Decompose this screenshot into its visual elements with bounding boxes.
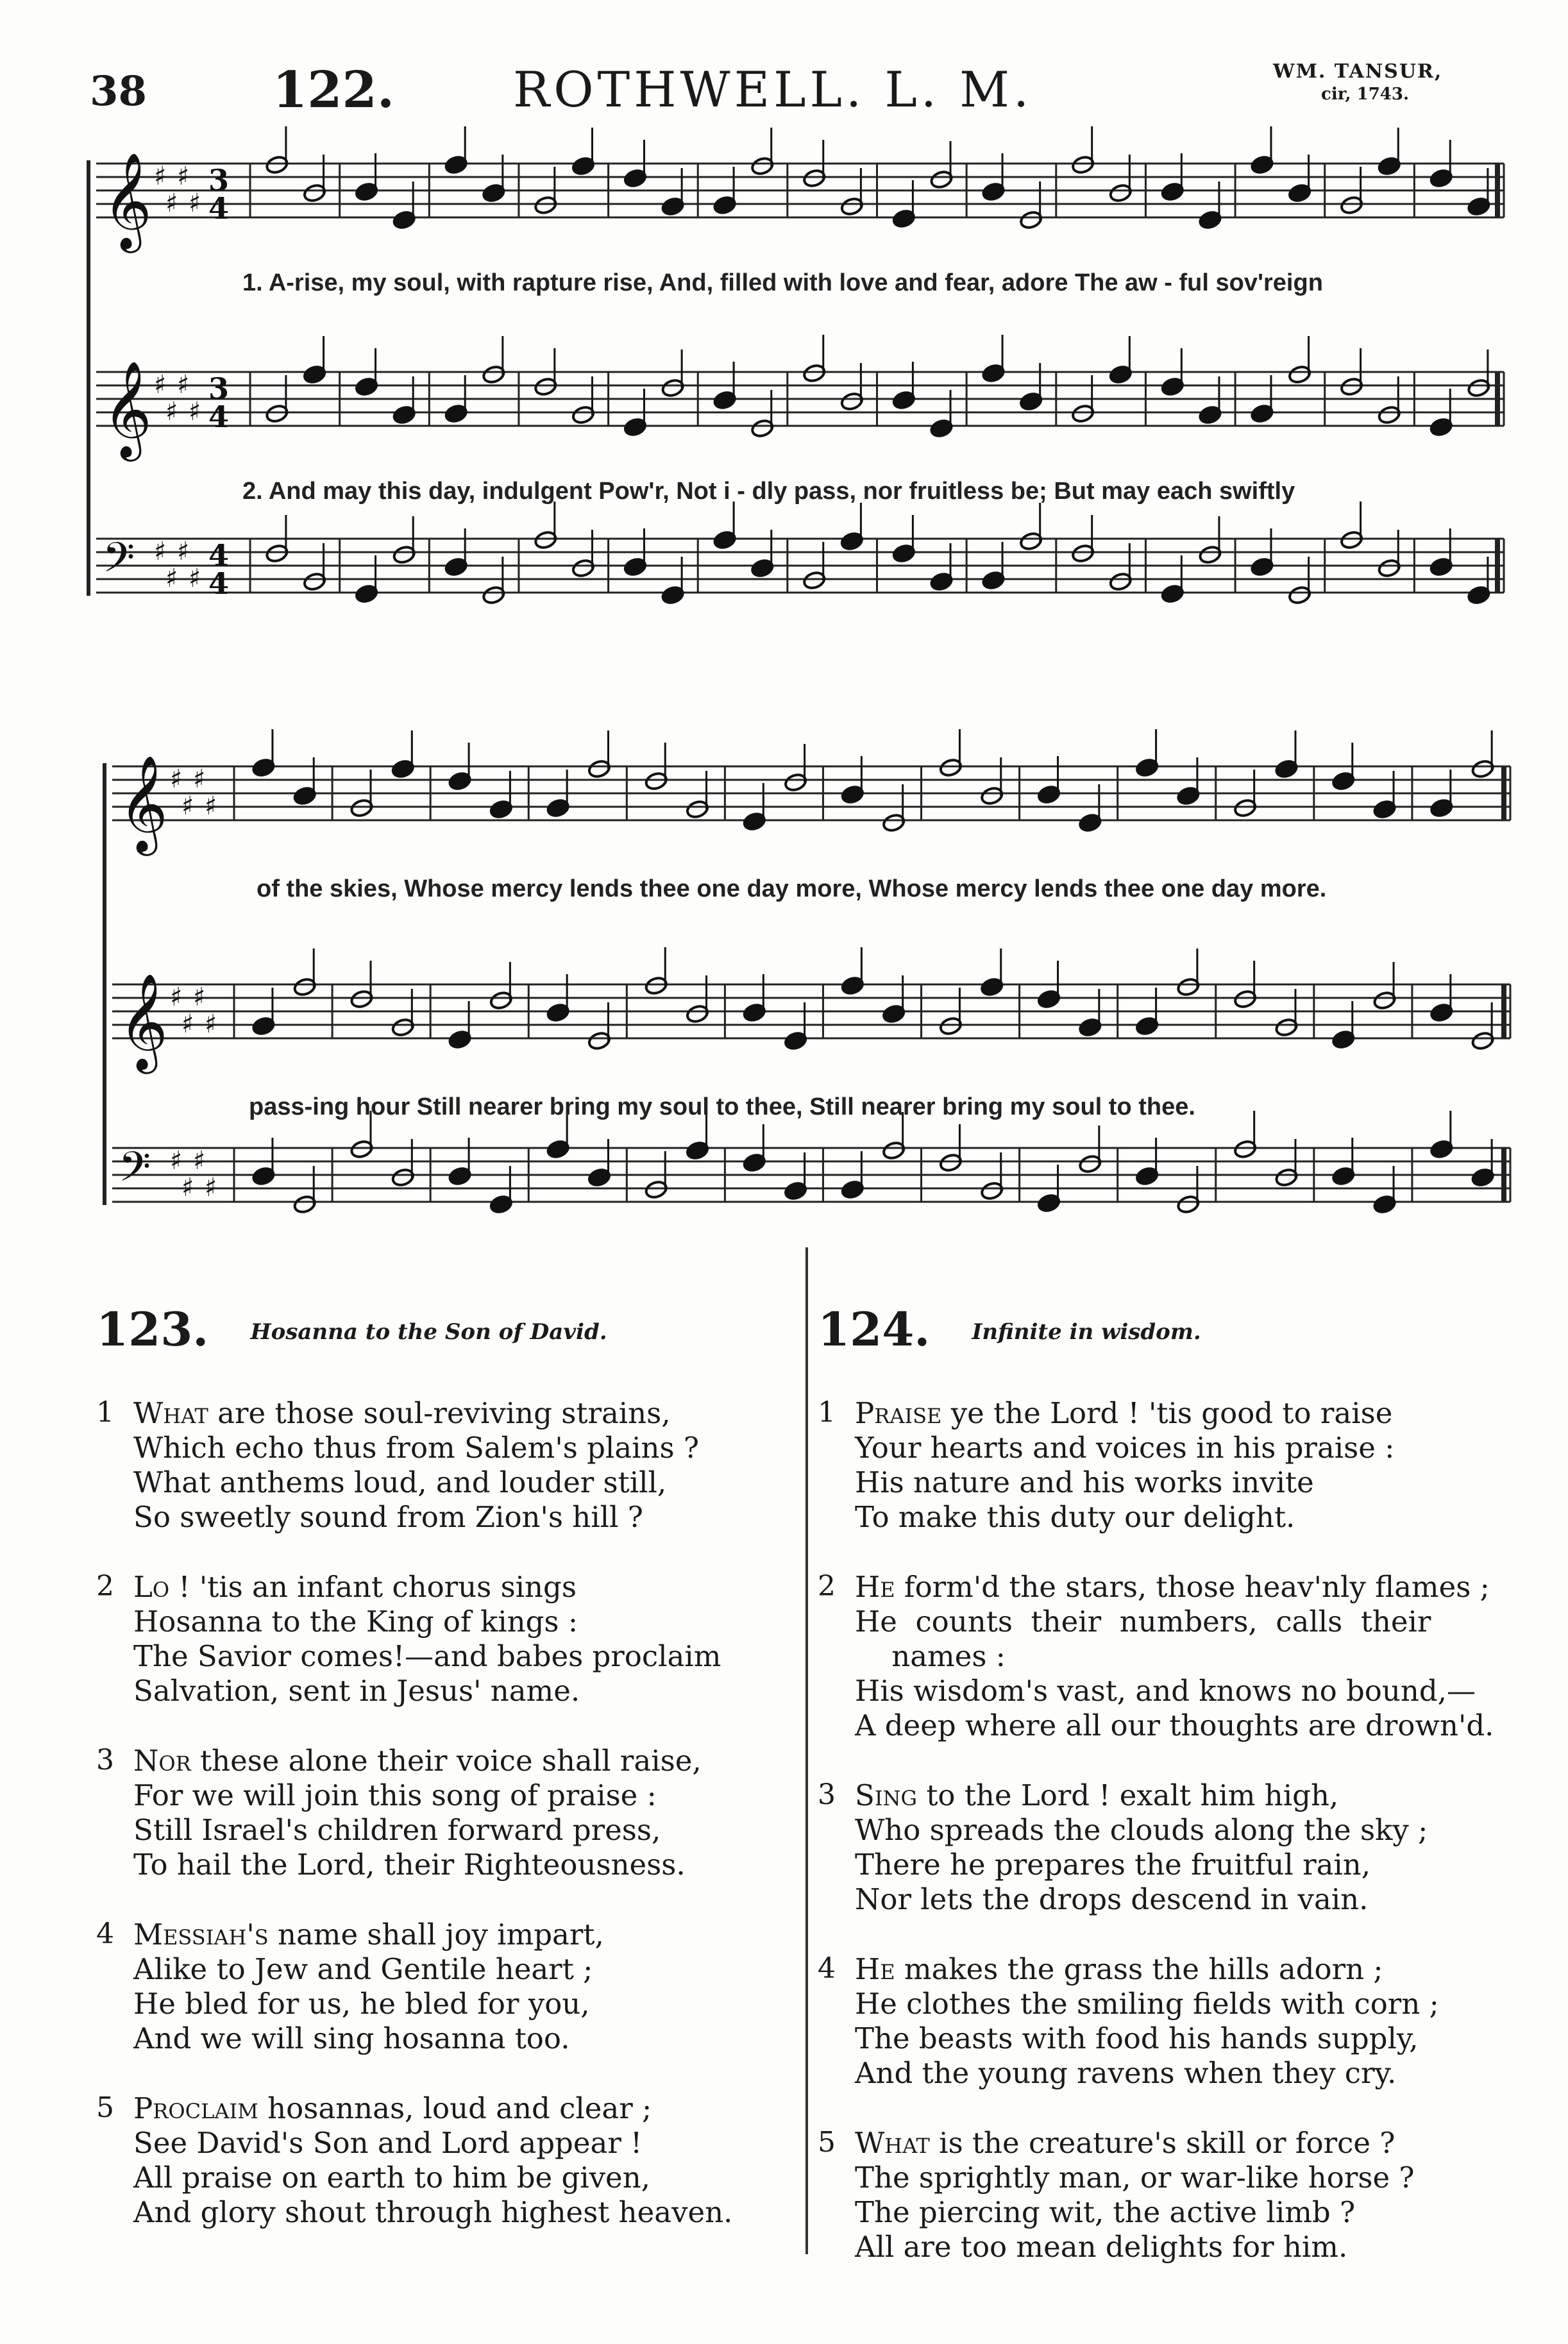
stanza-line: Still Israel's children forward press, [133,1813,661,1847]
hymn-number: 124. [818,1302,931,1356]
stanza-first-word: Proclaim [133,2091,258,2125]
stanza [818,1778,1549,1917]
sharp-sign: ♯ [170,1146,183,1176]
stanza-line: And the young ravens when they cry. [855,2056,1397,2090]
sharp-sign: ♯ [165,564,178,593]
stanza [96,1918,789,2056]
stanza-line: The Savior comes!—and babes proclaim [133,1639,721,1673]
sharp-sign: ♯ [165,397,178,426]
stanza-first-word: Sing [855,1778,918,1812]
composer-date: cir, 1743. [1321,85,1410,104]
stanza-line: And we will sing hosanna too. [133,2021,570,2055]
stanza-first-word: What [133,1396,208,1430]
lyric-line-verse2-part2: pass-ing hour Still nearer bring my soul to thee, Still nearer bring my soul to thee. [249,1093,1195,1120]
stanza-number: 5 [818,2126,836,2159]
tune-number: 122. [273,61,394,119]
stanza-first-line-rest: ye the Lord ! 'tis good to raise [941,1396,1393,1430]
lyric-line-verse1-part2: of the skies, Whose mercy lends thee one day more, Whose mercy lends thee one day more. [257,875,1327,902]
stanza-line: And glory shout through highest heaven. [133,2195,733,2229]
stanza-first-word: What [855,2126,930,2160]
stanza-line: The piercing wit, the active limb ? [855,2195,1356,2229]
page-number: 38 [90,67,148,115]
stanza-line: Hosanna to the King of kings : [133,1605,578,1639]
stanza-line: All are too mean delights for him. [855,2230,1348,2264]
stanza-line: He bled for us, he bled for you, [133,1987,590,2021]
stanza [818,1396,1549,1535]
stanza [96,1570,789,1708]
sharp-sign: ♯ [193,764,206,794]
stanza-line: To hail the Lord, their Righteousness. [133,1848,686,1882]
stanza-first-word: Praise [855,1396,942,1430]
stanza-number: 2 [96,1570,114,1603]
sharp-sign: ♯ [205,791,217,821]
stanza-first-line-rest: these alone their voice shall raise, [190,1744,702,1778]
stanza-first-line-rest: ! 'tis an infant chorus sings [169,1570,577,1604]
stanza-number: 1 [96,1396,114,1429]
treble-clef: 𝄞 [119,972,168,1070]
stanza-line: A deep where all our thoughts are drown'd. [855,1708,1494,1742]
hymn-number: 123. [96,1302,209,1356]
sharp-sign: ♯ [181,1173,194,1202]
sharp-sign: ♯ [193,982,206,1012]
stanza-line: So sweetly sound from Zion's hill ? [133,1500,643,1534]
hymn-title: Hosanna to the Son of David. [250,1319,607,1345]
stanza [96,1744,789,1882]
sharp-sign: ♯ [154,537,167,566]
stanza-line [96,1744,789,1778]
sharp-sign: ♯ [205,1173,217,1202]
stanza-line: Which echo thus from Salem's plains ? [133,1431,700,1465]
stanza-line: The beasts with food his hands supply, [855,2021,1419,2055]
clefs [103,151,229,1202]
time-signature-bottom: 4 [208,191,230,226]
stanza-line: names : [855,1639,1006,1673]
time-signature-top: 4 [208,538,230,573]
stanza-line [818,2126,1549,2161]
stanza-first-line-rest: are those soul-reviving strains, [208,1396,671,1430]
stanza-list [96,1396,789,2230]
stanza-number: 3 [96,1744,114,1776]
stanza [818,1952,1549,2091]
treble-clef: 𝄞 [103,151,152,249]
stanza-line [818,1396,1549,1431]
stanza-list [818,1396,1549,2264]
stanza-line [96,1570,789,1605]
sharp-sign: ♯ [193,1146,206,1176]
stanza [818,2126,1549,2264]
hymn-title: Infinite in wisdom. [972,1319,1201,1345]
sharp-sign: ♯ [170,764,183,794]
lyric-line-verse2-part1: 2. And may this day, indulgent Pow'r, Not i - dly pass, nor fruitless be; But may each swiftly [242,478,1295,505]
stanza-first-word: He [855,1570,895,1604]
stanza-line: What anthems loud, and louder still, [133,1465,667,1499]
tune-name: ROTHWELL. L. M. [513,61,1033,118]
sharp-sign: ♯ [177,537,190,566]
time-signature-bottom: 4 [208,566,230,601]
stanza-line: All praise on earth to him be given, [133,2161,650,2195]
stanza-line: He clothes the smiling fields with corn ; [855,1987,1439,2021]
stanza-line: To make this duty our delight. [855,1500,1295,1534]
time-signature-top: 3 [208,163,230,198]
stanza-first-line-rest: name shall joy impart, [268,1918,604,1952]
stanza-number: 5 [96,2091,114,2124]
staff-lines [96,164,1510,1202]
sharp-sign: ♯ [189,564,201,593]
sharp-sign: ♯ [165,189,178,218]
sharp-sign: ♯ [154,370,167,400]
stanza-line: Salvation, sent in Jesus' name. [133,1674,580,1708]
stanza [96,2091,789,2230]
stanza-line: There he prepares the fruitful rain, [855,1848,1371,1882]
stanza [818,1570,1549,1743]
stanza-first-line-rest: to the Lord ! exalt him high, [917,1778,1339,1812]
stanza-number: 4 [96,1918,114,1950]
sharp-sign: ♯ [170,982,183,1012]
stanza-first-word: Lo [133,1570,170,1604]
stanza-first-line-rest: makes the grass the hills adorn ; [895,1952,1383,1986]
stanza-line [818,1570,1549,1605]
lyric-line-verse1-part1: 1. A-rise, my soul, with rapture rise, And, filled with love and fear, adore The aw - ful sov'reign [242,269,1323,296]
stanza-line: Nor lets the drops descend in vain. [855,1882,1369,1916]
sharp-sign: ♯ [181,791,194,821]
time-signature-bottom: 4 [208,400,230,434]
stanza-line: Your hearts and voices in his praise : [855,1431,1395,1465]
time-signature-top: 3 [208,371,230,406]
stanza-number: 2 [818,1570,836,1603]
sharp-sign: ♯ [189,397,201,426]
column-divider [805,1247,808,2254]
stanza-number: 1 [818,1396,836,1429]
stanza-line [96,2091,789,2126]
stanza-number: 4 [818,1952,836,1985]
composer-name: WM. TANSUR, [1273,60,1443,83]
stanza-number: 3 [818,1778,836,1811]
stanza-line: See David's Son and Lord appear ! [133,2126,643,2160]
stanza-line: His nature and his works invite [855,1465,1314,1499]
bass-clef: 𝄢 [119,1143,151,1201]
sharp-sign: ♯ [205,1009,217,1039]
stanza [96,1396,789,1535]
bass-clef: 𝄢 [103,534,135,592]
stanza-line [818,1778,1549,1813]
hymn-123 [96,1302,789,2265]
stanza-first-line-rest: is the creature's skill or force ? [929,2126,1395,2160]
stanza-line [96,1396,789,1431]
stanza-line [96,1918,789,1952]
treble-clef: 𝄞 [119,754,168,852]
sharp-sign: ♯ [154,162,167,191]
stanza-line: For we will join this song of praise : [133,1778,657,1812]
stanza-line: The sprightly man, or war-like horse ? [855,2161,1415,2195]
stanza-line [818,1952,1549,1987]
stanza-first-word: Messiah's [133,1918,269,1952]
sharp-sign: ♯ [177,162,190,191]
hymn-124 [818,1302,1549,2300]
stanza-line: He counts their numbers, calls their [855,1605,1431,1639]
bar-lines [89,160,1510,1205]
stanza-first-line-rest: hosannas, loud and clear ; [258,2091,652,2125]
sharp-sign: ♯ [181,1009,194,1039]
treble-clef: 𝄞 [103,360,152,457]
sharp-sign: ♯ [177,370,190,400]
stanza-first-word: He [855,1952,895,1986]
stanza-line: Who spreads the clouds along the sky ; [855,1813,1428,1847]
stanza-line: Alike to Jew and Gentile heart ; [133,1952,593,1986]
stanza-line: His wisdom's vast, and knows no bound,— [855,1674,1476,1708]
sharp-sign: ♯ [189,189,201,218]
stanza-first-line-rest: form'd the stars, those heav'nly flames ; [895,1570,1490,1604]
stanza-first-word: Nor [133,1744,191,1778]
